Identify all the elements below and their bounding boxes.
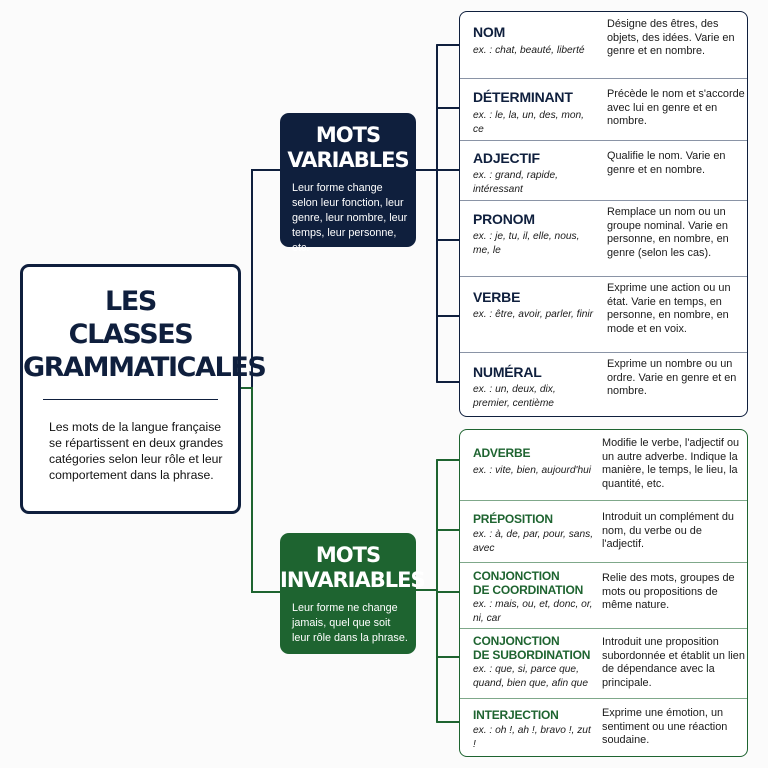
root-title xyxy=(23,285,266,384)
word-class-description: Précède le nom et s'accorde avec lui en genre et en nombre. xyxy=(607,88,745,128)
word-class-example: ex. : vite, bien, aujourd'hui xyxy=(473,465,592,476)
word-class-name-line: NUMÉRAL xyxy=(473,364,542,380)
category-title-line: VARIABLES xyxy=(287,148,409,172)
word-class-name-line: NOM xyxy=(473,24,506,40)
word-class-description: Introduit un complément du nom, du verbe ou de l'adjectif. xyxy=(602,511,734,551)
word-class-description: Exprime une émotion, un sentiment ou une réaction soudaine. xyxy=(602,707,728,747)
word-class-name-line: VERBE xyxy=(473,289,521,305)
word-class-name xyxy=(473,211,535,227)
root-separator xyxy=(43,399,218,400)
word-class-example: ex. : un, deux, dix, premier, centième xyxy=(473,384,556,409)
word-class-row-determinant xyxy=(460,78,747,141)
category-description: Leur forme ne change jamais, quel que soit leur rôle dans la phrase. xyxy=(292,602,408,644)
word-class-row-interjection xyxy=(460,698,747,757)
word-class-name xyxy=(473,150,540,166)
word-class-example: ex. : oh !, ah !, bravo !, zut ! xyxy=(473,725,591,750)
word-class-row-verbe xyxy=(460,276,747,353)
category-title-line: MOTS xyxy=(315,123,381,147)
word-class-example: ex. : le, la, un, des, mon, ce xyxy=(473,110,584,135)
word-class-row-adverbe xyxy=(460,430,747,500)
word-class-name xyxy=(473,569,583,597)
word-class-description: Remplace un nom ou un groupe nominal. Varie en personne, en nombre, en genre (selon les cas). xyxy=(607,206,729,259)
word-class-row-nom xyxy=(460,12,747,78)
word-class-row-numeral xyxy=(460,352,747,417)
category-title xyxy=(280,533,425,593)
word-class-row-conjonction-coordination xyxy=(460,562,747,629)
word-class-description: Qualifie le nom. Varie en genre et en nombre. xyxy=(607,150,726,176)
word-class-name-line: CONJONCTION xyxy=(473,634,560,648)
word-class-example: ex. : à, de, par, pour, sans, avec xyxy=(473,529,594,554)
word-class-example: ex. : chat, beauté, liberté xyxy=(473,45,585,56)
category-title xyxy=(280,113,416,173)
category-title-line: INVARIABLES xyxy=(280,568,425,592)
word-class-name xyxy=(473,89,573,105)
variables-panel xyxy=(459,11,748,417)
word-class-name xyxy=(473,446,530,460)
word-class-name-line: DE SUBORDINATION xyxy=(473,648,591,662)
word-class-example: ex. : que, si, parce que, quand, bien que, afin que xyxy=(473,664,588,689)
root-title-line: CLASSES xyxy=(68,319,193,350)
word-class-row-preposition xyxy=(460,500,747,563)
word-class-description: Introduit une proposition subordonnée et établit un lien de dépendance avec la principale. xyxy=(602,636,745,689)
word-class-example: ex. : je, tu, il, elle, nous, me, le xyxy=(473,231,580,256)
word-class-row-conjonction-subordination xyxy=(460,628,747,699)
word-class-row-adjectif xyxy=(460,140,747,201)
word-class-name-line: ADJECTIF xyxy=(473,150,540,166)
word-class-name-line: DÉTERMINANT xyxy=(473,89,573,105)
word-class-example: ex. : mais, ou, et, donc, or, ni, car xyxy=(473,599,593,624)
word-class-name-line: CONJONCTION xyxy=(473,569,560,583)
root-node xyxy=(20,264,266,514)
word-class-name-line: DE COORDINATION xyxy=(473,583,584,597)
invariables-panel xyxy=(459,429,748,757)
word-class-name xyxy=(473,634,590,662)
word-class-name-line: INTERJECTION xyxy=(473,708,559,722)
word-class-description: Relie des mots, groupes de mots ou propositions de même nature. xyxy=(602,572,735,612)
category-description: Leur forme change selon leur fonction, leur genre, leur nombre, leur temps, leur personne, etc. xyxy=(292,182,408,254)
root-title-line: GRAMMATICALES xyxy=(23,352,266,383)
word-class-example: ex. : être, avoir, parler, finir xyxy=(473,309,594,320)
word-class-description: Exprime un nombre ou un ordre. Varie en genre et en nombre. xyxy=(607,358,737,398)
category-invariables xyxy=(280,533,425,654)
word-class-example: ex. : grand, rapide, intéressant xyxy=(473,170,558,195)
word-class-name xyxy=(473,289,520,305)
word-class-row-pronom xyxy=(460,200,747,277)
word-class-name xyxy=(473,24,505,40)
root-description: Les mots de la langue française se répartissent en deux grandes catégories selon leur rôle et leur comportement dans la phrase. xyxy=(49,420,224,482)
word-class-name-line: PRONOM xyxy=(473,211,535,227)
word-class-description: Exprime une action ou un état. Varie en temps, en personne, en nombre, en mode et en voix. xyxy=(607,282,731,335)
word-class-name xyxy=(473,364,542,380)
word-class-name xyxy=(473,708,559,722)
word-class-description: Désigne des êtres, des objets, des idées. Varie en genre et en nombre. xyxy=(607,18,735,58)
word-class-name-line: ADVERBE xyxy=(473,446,531,460)
word-class-name-line: PRÉPOSITION xyxy=(473,512,553,526)
word-class-name xyxy=(473,512,553,526)
category-variables xyxy=(280,113,416,254)
category-title-line: MOTS xyxy=(315,543,381,567)
root-title-line: LES xyxy=(105,286,156,317)
word-class-description: Modifie le verbe, l'adjectif ou un autre adverbe. Indique la manière, le temps, le lieu, la quantité, etc. xyxy=(602,437,740,490)
